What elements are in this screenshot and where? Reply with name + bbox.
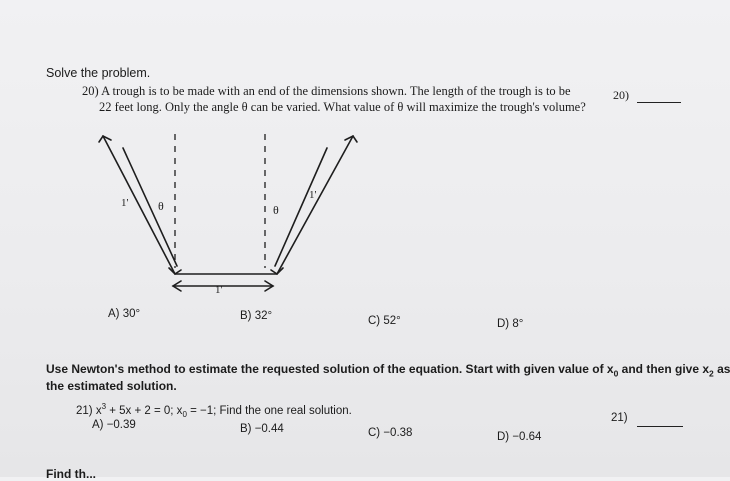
q21-prefix: 21) x bbox=[76, 404, 102, 417]
choice-21-a[interactable]: A) −0.39 bbox=[92, 419, 136, 431]
choice-21-b[interactable]: B) −0.44 bbox=[240, 423, 284, 435]
choice-20-b[interactable]: B) 32° bbox=[240, 310, 273, 322]
choice-20-c[interactable]: C) 52° bbox=[368, 315, 401, 327]
instructions-text-a: Use Newton's method to estimate the requested solution of the equation. Start with given value of x bbox=[46, 362, 614, 376]
section-heading: Solve the problem. bbox=[46, 66, 151, 80]
instructions-sub-0: 0 bbox=[613, 368, 619, 379]
instructions-text-c: as bbox=[713, 362, 730, 376]
q21-sup-3: 3 bbox=[101, 402, 107, 411]
answer-label-21: 21) bbox=[611, 412, 628, 424]
figure-label-left-side: 1' bbox=[121, 197, 129, 209]
instructions-text-b: and then give x bbox=[618, 362, 710, 376]
answer-blank-20[interactable] bbox=[637, 102, 681, 103]
choice-21-c[interactable]: C) −0.38 bbox=[368, 427, 413, 439]
trough-end-diagram bbox=[95, 128, 365, 298]
question-21-text bbox=[76, 402, 352, 419]
instructions-sub-2: 2 bbox=[709, 368, 714, 379]
next-question-partial: Find th... bbox=[46, 467, 96, 481]
figure-label-right-angle: θ bbox=[273, 203, 279, 217]
newton-instructions-line2: the estimated solution. bbox=[46, 379, 177, 393]
question-20-text-line1: 20) A trough is to be made with an end of the dimensions shown. The length of the trough is to be bbox=[82, 84, 571, 98]
choice-20-a[interactable]: A) 30° bbox=[108, 308, 141, 320]
answer-label-20: 20) bbox=[613, 88, 629, 102]
choice-21-d[interactable]: D) −0.64 bbox=[497, 431, 542, 443]
question-20-text-line2: 22 feet long. Only the angle θ can be varied. What value of θ will maximize the trough's volume? bbox=[99, 100, 586, 114]
answer-blank-21[interactable] bbox=[637, 426, 683, 427]
q21-rest: = −1; Find the one real solution. bbox=[186, 404, 352, 417]
newton-instructions-line1 bbox=[46, 362, 730, 378]
figure-label-bottom: 1' bbox=[215, 284, 223, 296]
choice-20-d[interactable]: D) 8° bbox=[497, 318, 524, 330]
figure-label-left-angle: θ bbox=[158, 199, 164, 213]
figure-label-right-side: 1' bbox=[309, 189, 317, 201]
q21-sub-0: 0 bbox=[182, 410, 187, 420]
q21-mid: + 5x + 2 = 0; x bbox=[106, 404, 183, 417]
